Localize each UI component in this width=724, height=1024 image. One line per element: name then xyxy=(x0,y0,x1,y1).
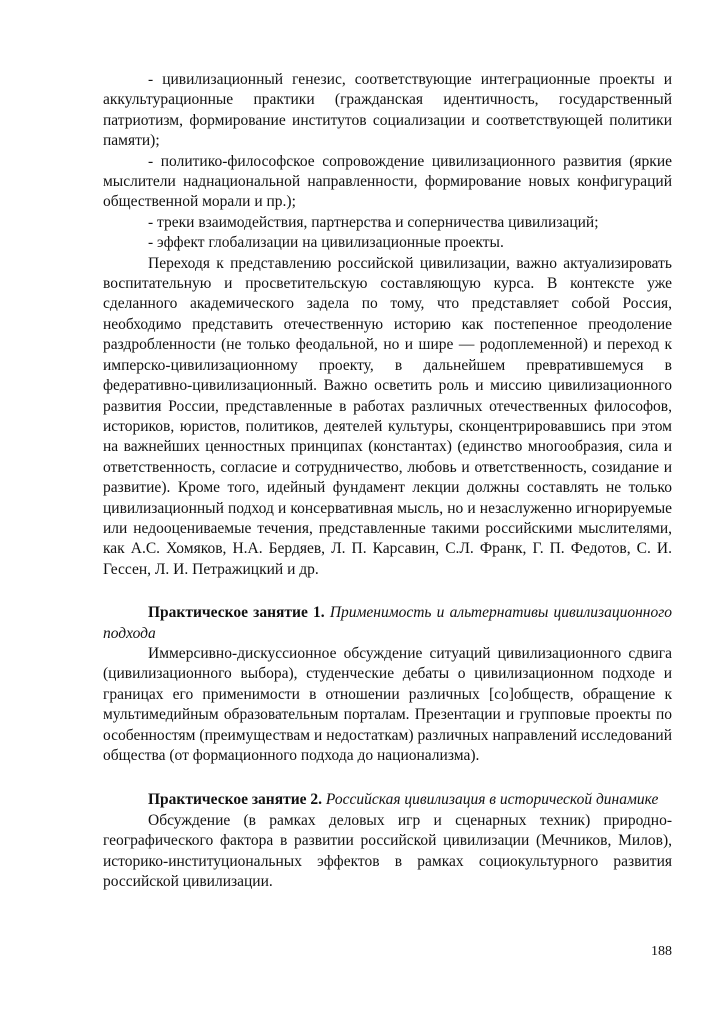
lesson-2-label: Практическое занятие 2. xyxy=(148,791,323,809)
list-item: - цивилизационный генезис, соответствующие интеграционные проекты и аккультурационные практики (гражданская идентичность, государственный патриотизм, формирование институтов социализации и соответствующей политики памяти); xyxy=(103,71,672,150)
lesson-1-heading xyxy=(103,603,672,644)
lesson-2-title: Российская цивилизация в исторической динамике xyxy=(325,791,659,809)
page-number: 188 xyxy=(651,944,672,959)
spacer xyxy=(103,580,672,603)
spacer xyxy=(103,766,672,790)
lesson-1-label: Практическое занятие 1. xyxy=(148,604,325,622)
list-item: - политико-философское сопровождение цивилизационного развития (яркие мыслители наднациональной направленности, формирование новых конфигураций общественной морали и пр.); xyxy=(103,152,672,211)
lesson-1-title: Применимость и альтернативы цивилизационного подхода xyxy=(103,604,672,642)
lesson-2-text: Обсуждение (в рамках деловых игр и сценарных техник) природно-географического фактора в развитии российской цивилизации (Мечников, Милов), историко-институциональных эффектов в рамках социокультурного развития российской цивилизации. xyxy=(103,811,672,891)
list-item: - эффект глобализации на цивилизационные проекты. xyxy=(148,234,504,252)
lesson-1-text: Иммерсивно-дискуссионное обсуждение ситуаций цивилизационного сдвига (цивилизационного выбора), студенческие дебаты о цивилизационном подходе и границах его применимости в отношении различных [со]обществ, обращение к мультимедийным образовательным порталам. Презентации и групповые проекты по особенностям (преимуществам и недостаткам) различных направлений исследований общества (от формационного подхода до национализма). xyxy=(103,644,672,764)
document-page xyxy=(103,70,672,892)
main-paragraph: Переходя к представлению российской цивилизации, важно актуализировать воспитательную и просветительскую составляющую курса. В контексте уже сделанного академического задела по тому, что представляет собой Россия, необходимо представить отечественную историю как постепенное преодоление раздробленности (не только феодальной, но и шире — родоплеменной) и переход к имперско-цивилизационному проекту, в дальнейшем превратившемуся в федеративно-цивилизационный. Важно осветить роль и миссию цивилизационного развития России, представленные в работах различных отечественных философов, историков, юристов, политиков, деятелей культуры, сконцентрировавшись при этом на важнейших ценностных принципах (константах) (единство многообразия, сила и ответственность, согласие и сотрудничество, любовь и ответственность, созидание и развитие). Кроме того, идейный фундамент лекции должны составлять не только цивилизационный подход и консервативная мысль, но и незаслуженно игнорируемые или недооцениваемые течения, представленные такими российскими мыслителями, как А.С. Хомяков, Н.А. Бердяев, Л. П. Карсавин, С.Л. Франк, Г. П. Федотов, С. И. Гессен, Л. И. Петражицкий и др. xyxy=(103,254,672,578)
list-item: - треки взаимодействия, партнерства и соперничества цивилизаций; xyxy=(148,213,599,231)
lesson-2-heading xyxy=(103,790,672,810)
